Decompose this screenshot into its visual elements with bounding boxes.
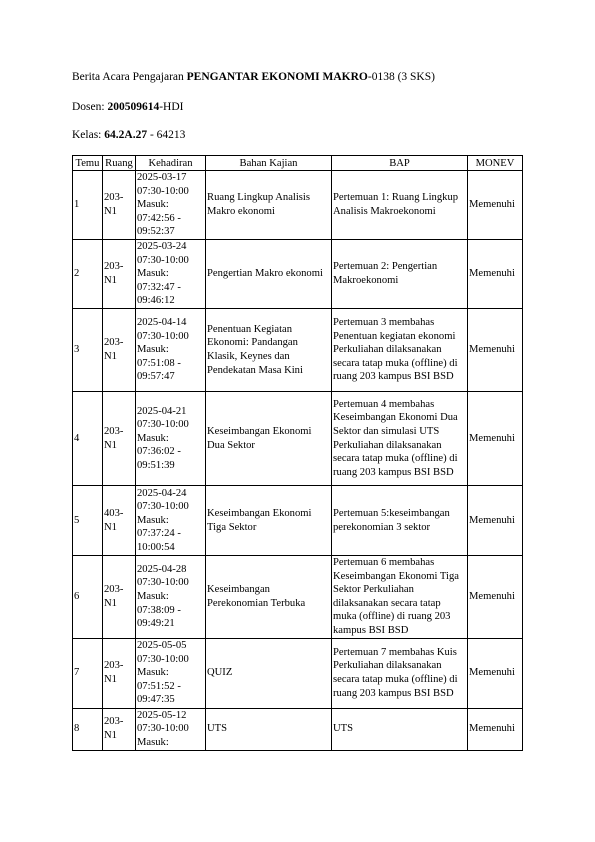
- cell-ruang: 203- N1: [103, 309, 136, 392]
- attendance-table: [72, 155, 523, 751]
- document-title: [72, 70, 435, 84]
- cell-temu: 2: [73, 240, 103, 309]
- course-code: -0138 (3 SKS): [367, 71, 435, 83]
- class-code: 64.2A.27: [104, 129, 148, 141]
- cell-bahan-kajian: Penentuan Kegiatan Ekonomi: Pandangan Klasik, Keynes dan Pendekatan Masa Kini: [206, 309, 332, 392]
- title-prefix: Berita Acara Pengajaran: [72, 71, 187, 83]
- class-label: Kelas:: [72, 129, 105, 141]
- lecturer-suffix: -HDI: [159, 101, 184, 113]
- table-row: [73, 240, 523, 309]
- cell-kehadiran: 2025-04-21 07:30-10:00 Masuk: 07:36:02 - 09:51:39: [136, 392, 206, 486]
- cell-bap: Pertemuan 1: Ruang Lingkup Analisis Makroekonomi: [332, 171, 468, 240]
- course-name: PENGANTAR EKONOMI MAKRO: [186, 71, 368, 83]
- class-suffix: - 64213: [147, 129, 186, 141]
- cell-bap: Pertemuan 3 membahas Penentuan kegiatan ekonomi Perkuliahan dilaksanakan secara tatap muka (offline) di ruang 203 kampus BSI BSD: [332, 309, 468, 392]
- cell-kehadiran: 2025-05-12 07:30-10:00 Masuk:: [136, 708, 206, 750]
- cell-ruang: 403- N1: [103, 486, 136, 556]
- table-row: [73, 309, 523, 392]
- cell-monev: Memenuhi: [468, 392, 523, 486]
- cell-ruang: 203- N1: [103, 392, 136, 486]
- cell-kehadiran: 2025-05-05 07:30-10:00 Masuk: 07:51:52 - 09:47:35: [136, 638, 206, 708]
- table-header-row: [73, 156, 523, 171]
- cell-bap: Pertemuan 6 membahas Keseimbangan Ekonomi Tiga Sektor Perkuliahan dilaksanakan secara tatap muka (offline) di ruang 203 kampus BSI BSD: [332, 556, 468, 639]
- cell-ruang: 203- N1: [103, 638, 136, 708]
- cell-ruang: 203- N1: [103, 240, 136, 309]
- column-header-ruang: Ruang: [103, 156, 136, 171]
- cell-bahan-kajian: Keseimbangan Ekonomi Tiga Sektor: [206, 486, 332, 556]
- cell-temu: 1: [73, 171, 103, 240]
- cell-monev: Memenuhi: [468, 638, 523, 708]
- cell-bahan-kajian: Keseimbangan Perekonomian Terbuka: [206, 556, 332, 639]
- cell-bahan-kajian: Pengertian Makro ekonomi: [206, 240, 332, 309]
- cell-kehadiran: 2025-03-17 07:30-10:00 Masuk: 07:42:56 - 09:52:37: [136, 171, 206, 240]
- cell-temu: 7: [73, 638, 103, 708]
- table-row: [73, 638, 523, 708]
- cell-bahan-kajian: Keseimbangan Ekonomi Dua Sektor: [206, 392, 332, 486]
- cell-bahan-kajian: Ruang Lingkup Analisis Makro ekonomi: [206, 171, 332, 240]
- cell-bahan-kajian: UTS: [206, 708, 332, 750]
- cell-kehadiran: 2025-04-28 07:30-10:00 Masuk: 07:38:09 - 09:49:21: [136, 556, 206, 639]
- cell-monev: Memenuhi: [468, 486, 523, 556]
- lecturer-id: 200509614: [107, 101, 160, 113]
- column-header-kehadiran: Kehadiran: [136, 156, 206, 171]
- cell-monev: Memenuhi: [468, 171, 523, 240]
- cell-kehadiran: 2025-04-14 07:30-10:00 Masuk: 07:51:08 - 09:57:47: [136, 309, 206, 392]
- cell-bap: UTS: [332, 708, 468, 750]
- cell-temu: 3: [73, 309, 103, 392]
- cell-monev: Memenuhi: [468, 309, 523, 392]
- cell-ruang: 203- N1: [103, 556, 136, 639]
- cell-kehadiran: 2025-04-24 07:30-10:00 Masuk: 07:37:24 - 10:00:54: [136, 486, 206, 556]
- table-row: [73, 556, 523, 639]
- column-header-temu: Temu: [73, 156, 103, 171]
- column-header-bap: BAP: [332, 156, 468, 171]
- lecturer-label: Dosen:: [72, 101, 108, 113]
- table-row: [73, 392, 523, 486]
- column-header-bahan-kajian: Bahan Kajian: [206, 156, 332, 171]
- cell-monev: Memenuhi: [468, 240, 523, 309]
- cell-ruang: 203- N1: [103, 171, 136, 240]
- cell-temu: 8: [73, 708, 103, 750]
- cell-temu: 4: [73, 392, 103, 486]
- cell-bap: Pertemuan 7 membahas Kuis Perkuliahan dilaksanakan secara tatap muka (offline) di ruang 203 kampus BSI BSD: [332, 638, 468, 708]
- cell-bap: Pertemuan 5:keseimbangan perekonomian 3 sektor: [332, 486, 468, 556]
- table-row: [73, 486, 523, 556]
- cell-kehadiran: 2025-03-24 07:30-10:00 Masuk: 07:32:47 - 09:46:12: [136, 240, 206, 309]
- cell-bap: Pertemuan 4 membahas Keseimbangan Ekonomi Dua Sektor dan simulasi UTS Perkuliahan dilaksanakan secara tatap muka (offline) di ruang 203 kampus BSI BSD: [332, 392, 468, 486]
- cell-bap: Pertemuan 2: Pengertian Makroekonomi: [332, 240, 468, 309]
- cell-monev: Memenuhi: [468, 556, 523, 639]
- table-row: [73, 708, 523, 750]
- column-header-monev: MONEV: [468, 156, 523, 171]
- cell-monev: Memenuhi: [468, 708, 523, 750]
- table-row: [73, 171, 523, 240]
- cell-bahan-kajian: QUIZ: [206, 638, 332, 708]
- lecturer-line: [72, 100, 184, 114]
- cell-temu: 5: [73, 486, 103, 556]
- class-line: [72, 128, 185, 142]
- cell-ruang: 203- N1: [103, 708, 136, 750]
- cell-temu: 6: [73, 556, 103, 639]
